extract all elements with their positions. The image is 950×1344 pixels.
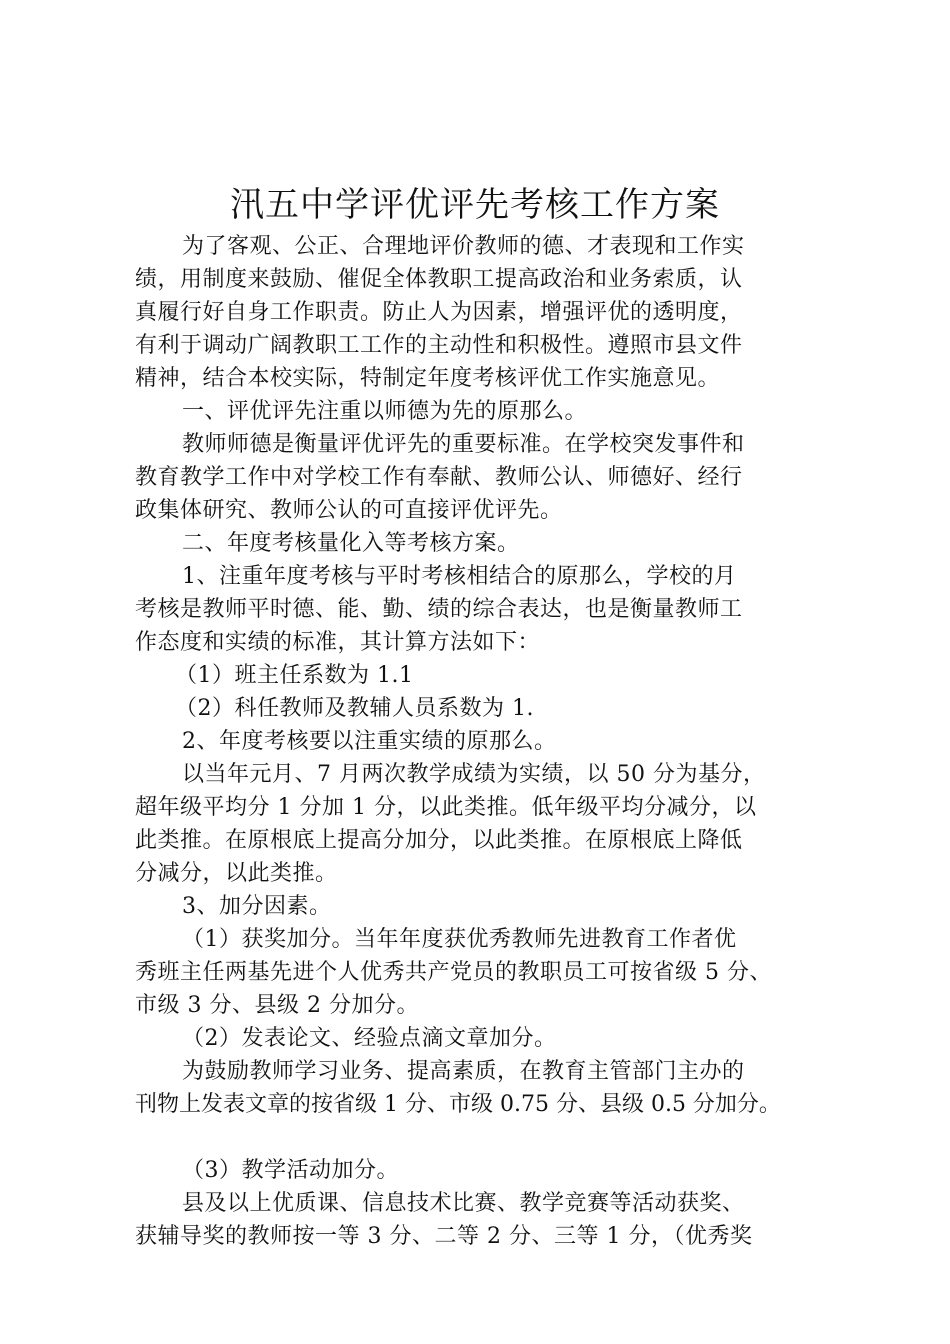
list-item: （3）教学活动加分。	[182, 1158, 399, 1183]
list-item: （1）获奖加分。当年年度获优秀教师先进教育工作者优	[182, 927, 737, 952]
paragraph-line: 县及以上优质课、信息技术比赛、教学竞赛等活动获奖、	[182, 1191, 745, 1216]
paragraph-line: 1、注重年度考核与平时考核相结合的原那么，学校的月	[182, 564, 737, 589]
paragraph-line: 教师师德是衡量评优评先的重要标准。在学校突发事件和	[182, 432, 745, 457]
paragraph-line: 获辅导奖的教师按一等 3 分、二等 2 分、三等 1 分，（优秀奖	[135, 1224, 753, 1249]
paragraph-line: 以当年元月、7 月两次教学成绩为实绩，以 50 分为基分，	[182, 762, 766, 787]
paragraph-line: 3、加分因素。	[182, 894, 332, 919]
paragraph-line: 政集体研究、教师公认的可直接评优评先。	[135, 498, 563, 523]
paragraph-line: 有利于调动广阔教职工工作的主动性和积极性。遵照市县文件	[135, 333, 743, 358]
document-title: 汛五中学评优评先考核工作方案	[230, 185, 720, 225]
paragraph-line: 为鼓励教师学习业务、提高素质，在教育主管部门主办的	[182, 1059, 745, 1084]
section-heading: 二、年度考核量化入等考核方案。	[182, 531, 520, 556]
paragraph-line: 此类推。在原根底上提高分加分，以此类推。在原根底上降低	[135, 828, 743, 853]
list-item: （2）科任教师及教辅人员系数为 1.	[175, 696, 534, 721]
paragraph-line: 作态度和实绩的标准，其计算方法如下：	[135, 630, 541, 655]
paragraph-line: 市级 3 分、县级 2 分加分。	[135, 993, 419, 1018]
paragraph-line: 教育教学工作中对学校工作有奉献、教师公认、师德好、经行	[135, 465, 743, 490]
paragraph-line: 分减分，以此类推。	[135, 861, 338, 886]
list-item: （2）发表论文、经验点滴文章加分。	[182, 1026, 557, 1051]
paragraph-line: 精神，结合本校实际，特制定年度考核评优工作实施意见。	[135, 366, 721, 391]
section-heading: 一、评优评先注重以师德为先的原那么。	[182, 399, 588, 424]
paragraph-line: 刊物上发表文章的按省级 1 分、市级 0.75 分、县级 0.5 分加分。	[135, 1092, 781, 1117]
paragraph-line: 真履行好自身工作职责。防止人为因素，增强评优的透明度，	[135, 300, 743, 325]
paragraph-line: 考核是教师平时德、能、勤、绩的综合表达，也是衡量教师工	[135, 597, 743, 622]
paragraph-line: 超年级平均分 1 分加 1 分，以此类推。低年级平均分减分，以	[135, 795, 757, 820]
paragraph-line: 秀班主任两基先进个人优秀共产党员的教职员工可按省级 5 分、	[135, 960, 772, 985]
paragraph-line: 为了客观、公正、合理地评价教师的德、才表现和工作实	[182, 234, 745, 259]
paragraph-line: 绩，用制度来鼓励、催促全体教职工提高政治和业务索质，认	[135, 267, 743, 292]
paragraph-line: 2、年度考核要以注重实绩的原那么。	[182, 729, 557, 754]
list-item: （1）班主任系数为 1.1	[175, 663, 414, 688]
